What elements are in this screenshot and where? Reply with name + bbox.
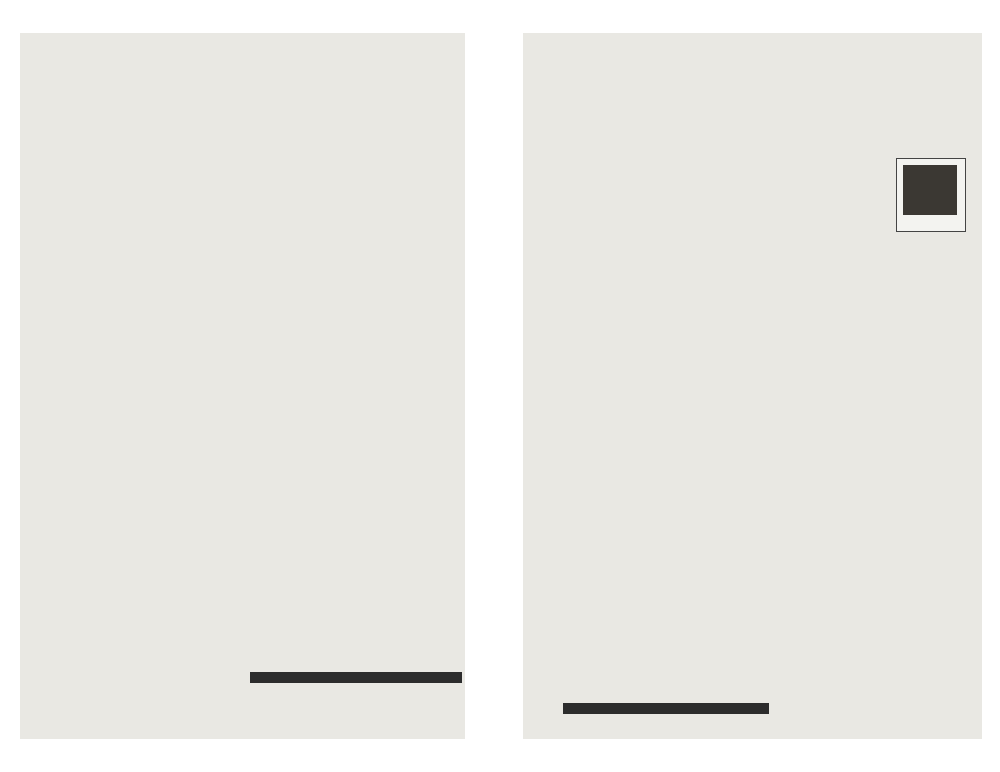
photo-figure (896, 158, 966, 232)
right-page-footer (563, 703, 769, 714)
brand-grid-icon (689, 736, 706, 753)
right-book-page (523, 33, 982, 739)
liveworksheets-logo (689, 736, 710, 753)
left-book-page (20, 33, 465, 739)
left-page-footer (250, 672, 462, 683)
photo-image (903, 165, 957, 215)
